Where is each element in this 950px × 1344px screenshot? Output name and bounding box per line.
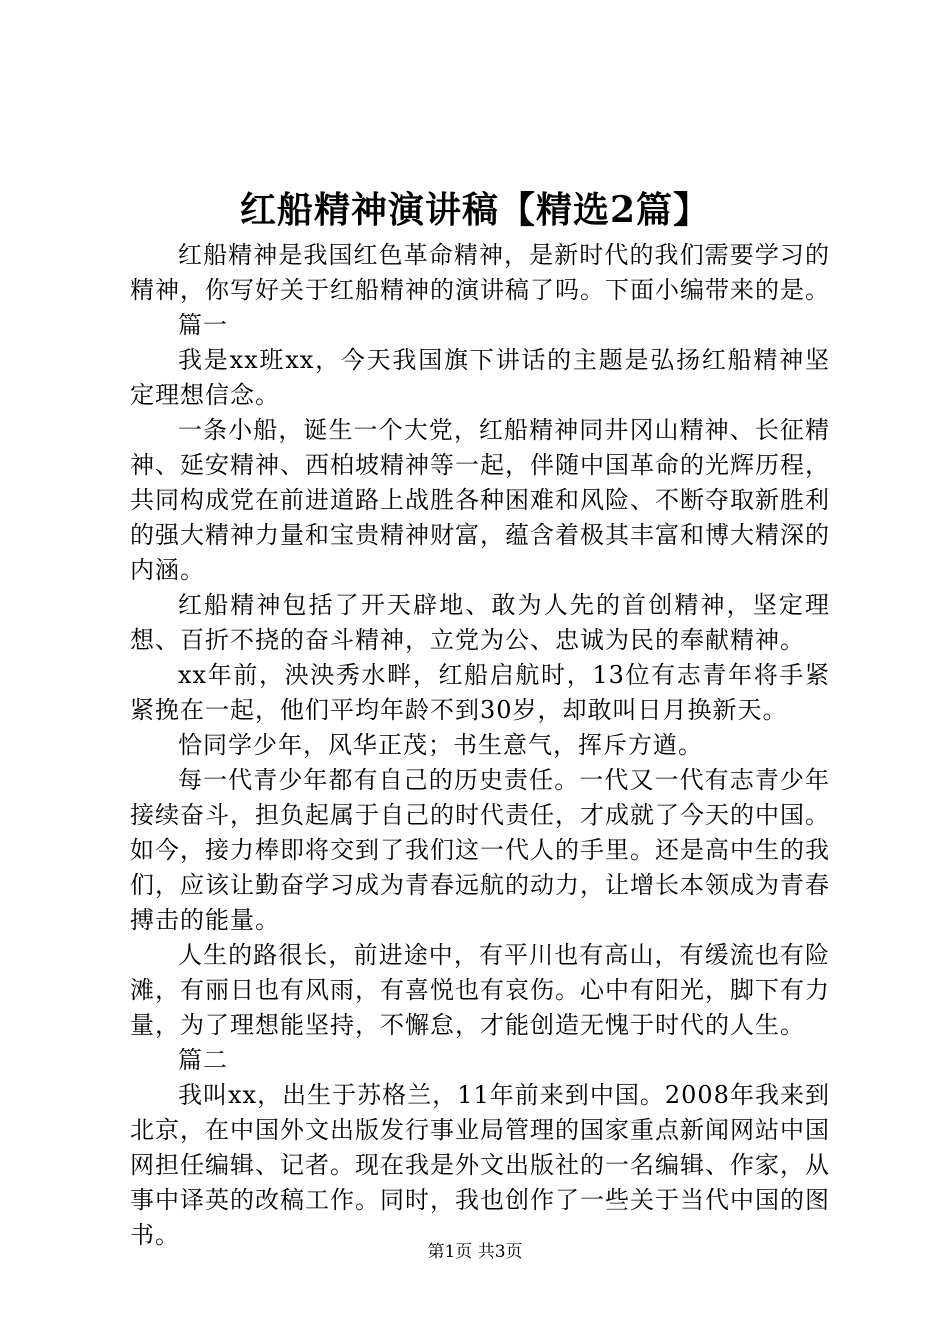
page-footer: 第1页 共3页	[427, 1242, 523, 1262]
body-paragraph: 红船精神包括了开天辟地、敢为人先的首创精神，坚定理想、百折不挠的奋斗精神，立党为公、忠诚为民的奉献精神。	[130, 591, 830, 654]
body-paragraph: 每一代青少年都有自己的历史责任。一代又一代有志青少年接续奋斗，担负起属于自己的时代责任，才成就了今天的中国。如今，接力棒即将交到了我们这一代人的手里。还是高中生的我们，应该让勤奋学习成为青春远航的动力，让增长本领成为青春搏击的能量。	[130, 766, 830, 934]
body-paragraph: 我是xx班xx，今天我国旗下讲话的主题是弘扬红船精神坚定理想信念。	[130, 346, 830, 409]
body-paragraph: 人生的路很长，前进途中，有平川也有高山，有缓流也有险滩，有丽日也有风雨，有喜悦也有哀伤。心中有阳光，脚下有力量，为了理想能坚持，不懈怠，才能创造无愧于时代的人生。	[130, 941, 830, 1039]
body-paragraph: 我叫xx，出生于苏格兰，11年前来到中国。2008年我来到北京，在中国外文出版发行事业局管理的国家重点新闻网站中国网担任编辑、记者。现在我是外文出版社的一名编辑、作家，从事中译英的改稿工作。同时，我也创作了一些关于当代中国的图书。	[130, 1081, 830, 1249]
body-paragraph: xx年前，泱泱秀水畔，红船启航时，13位有志青年将手紧紧挽在一起，他们平均年龄不到30岁，却敢叫日月换新天。	[130, 661, 830, 724]
intro-paragraph: 红船精神是我国红色革命精神，是新时代的我们需要学习的精神，你写好关于红船精神的演讲稿了吗。下面小编带来的是。	[130, 241, 830, 304]
section-heading-part-one: 篇一	[178, 311, 228, 339]
section-heading-part-two: 篇二	[178, 1046, 228, 1074]
document-body	[130, 238, 830, 1253]
document-title: 红船精神演讲稿【精选2篇】	[239, 189, 711, 231]
body-paragraph: 恰同学少年，风华正茂；书生意气，挥斥方遒。	[178, 731, 703, 759]
body-paragraph: 一条小船，诞生一个大党，红船精神同井冈山精神、长征精神、延安精神、西柏坡精神等一起，伴随中国革命的光辉历程，共同构成党在前进道路上战胜各种困难和风险、不断夺取新胜利的强大精神力量和宝贵精神财富，蕴含着极其丰富和博大精深的内涵。	[130, 416, 830, 584]
